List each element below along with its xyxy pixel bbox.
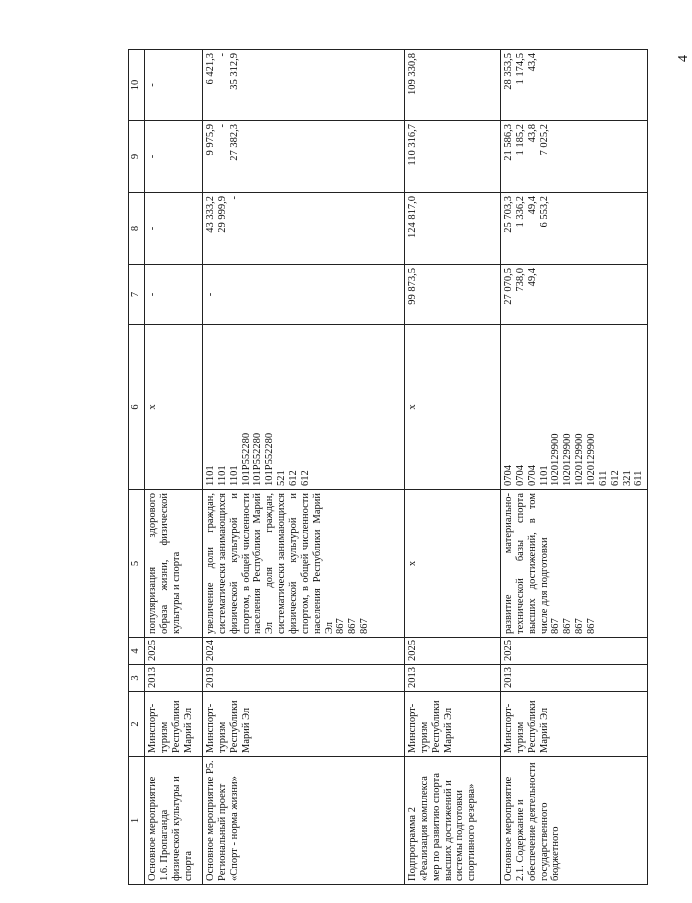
amount-col10: - xyxy=(145,50,203,121)
budget-classification xyxy=(501,325,648,490)
grbs-code: 867 867 867 xyxy=(335,618,371,634)
start-year: 2019 xyxy=(203,665,405,692)
start-year: 2013 xyxy=(145,665,203,692)
expected-result xyxy=(145,490,203,638)
section-code: 0704 0704 0704 1101 xyxy=(503,465,550,486)
expected-result-text: популяризация здорового образа жизни, физической культуры и спорта xyxy=(147,493,182,634)
column-header: 2 xyxy=(129,692,145,757)
table-row xyxy=(501,50,648,885)
executor: Минспорт-туризм Республики Марий Эл xyxy=(203,692,405,757)
grbs-code: 867 867 867 867 xyxy=(550,618,598,634)
end-year: 2025 xyxy=(145,638,203,665)
page-number: 4 xyxy=(676,55,691,62)
start-year: 2013 xyxy=(405,665,501,692)
measure-name: Основное мероприятие 1.6. Пропаганда физической культуры и спорта xyxy=(145,757,203,885)
executor: Минспорт-туризм Республики Марий Эл xyxy=(501,692,648,757)
column-header: 3 xyxy=(129,665,145,692)
expected-result xyxy=(501,490,648,638)
section-code: 1101 1101 1101 xyxy=(205,465,240,486)
end-year: 2025 xyxy=(405,638,501,665)
executor: Минспорт-туризм Республики Марий Эл xyxy=(145,692,203,757)
table-row xyxy=(203,50,405,885)
header-row xyxy=(129,50,145,885)
column-header: 6 xyxy=(129,325,145,490)
expected-result xyxy=(405,490,501,638)
budget-classification xyxy=(145,325,203,490)
program-table xyxy=(128,49,648,885)
rotated-table-area xyxy=(128,50,645,885)
budget-classification xyxy=(203,325,405,490)
amount-col8: 25 703,3 1 336,2 49,4 6 553,2 xyxy=(501,193,648,265)
expected-result-text: развитие материально-технической базы спорта высших достижений, в том числе для подготовки xyxy=(503,493,550,634)
start-year: 2013 xyxy=(501,665,648,692)
measure-name: Основное мероприятие P5. Региональный проект «Спорт - норма жизни» xyxy=(203,757,405,885)
expected-result-text: x xyxy=(407,560,418,567)
expected-result-text: увеличение доли граждан, систематически занимающихся физической культурой и спортом, в общей численности населения Республики Марий Эл доля граждан, систематически занимающихся физической культурой и спортом, в общей численности населения Республики Марий Эл xyxy=(205,493,335,634)
end-year: 2024 xyxy=(203,638,405,665)
amount-col7: 99 873,5 xyxy=(405,265,501,325)
end-year: 2025 xyxy=(501,638,648,665)
target-code: 1020129900 1020129900 1020129900 1020129900 611 612 321 611 xyxy=(550,433,645,486)
section-code: x xyxy=(147,404,158,410)
amount-col7: 27 070,5 738,0 49,4 xyxy=(501,265,648,325)
column-header: 9 xyxy=(129,121,145,193)
column-header: 4 xyxy=(129,638,145,665)
budget-classification xyxy=(405,325,501,490)
amount-col10: 109 330,8 xyxy=(405,50,501,121)
amount-col9: - xyxy=(145,121,203,193)
subprogram-name: Подпрограмма 2 «Реализация комплекса мер по развитию спорта высших достижений и системы подготовки спортивного резерва» xyxy=(405,757,501,885)
amount-col7: - xyxy=(145,265,203,325)
amount-col9: 110 316,7 xyxy=(405,121,501,193)
amount-col8: - xyxy=(145,193,203,265)
executor: Минспорт-туризм Республики Марий Эл xyxy=(405,692,501,757)
expected-result xyxy=(203,490,405,638)
measure-name: Основное мероприятие 2.1. Содержание и обеспечение деятельности государственного бюджетного xyxy=(501,757,648,885)
amount-col10: 28 353,5 1 174,5 43,4 xyxy=(501,50,648,121)
column-header: 7 xyxy=(129,265,145,325)
amount-col9: 9 975,9 - 27 382,3 xyxy=(203,121,405,193)
amount-col8: 43 333,2 29 999,9 - xyxy=(203,193,405,265)
target-code: 101P552280 101P552280 101P552280 521 612 612 xyxy=(240,432,311,486)
amount-col9: 21 586,3 1 185,2 43,8 7 025,2 xyxy=(501,121,648,193)
amount-col10: 6 421,3 - 35 312,9 xyxy=(203,50,405,121)
table-row xyxy=(145,50,203,885)
amount-col7: - xyxy=(203,265,405,325)
column-header: 5 xyxy=(129,490,145,638)
column-header: 8 xyxy=(129,193,145,265)
amount-col8: 124 817,0 xyxy=(405,193,501,265)
table-row xyxy=(405,50,501,885)
column-header: 1 xyxy=(129,757,145,885)
section-code: x xyxy=(407,404,418,410)
column-header: 10 xyxy=(129,50,145,121)
